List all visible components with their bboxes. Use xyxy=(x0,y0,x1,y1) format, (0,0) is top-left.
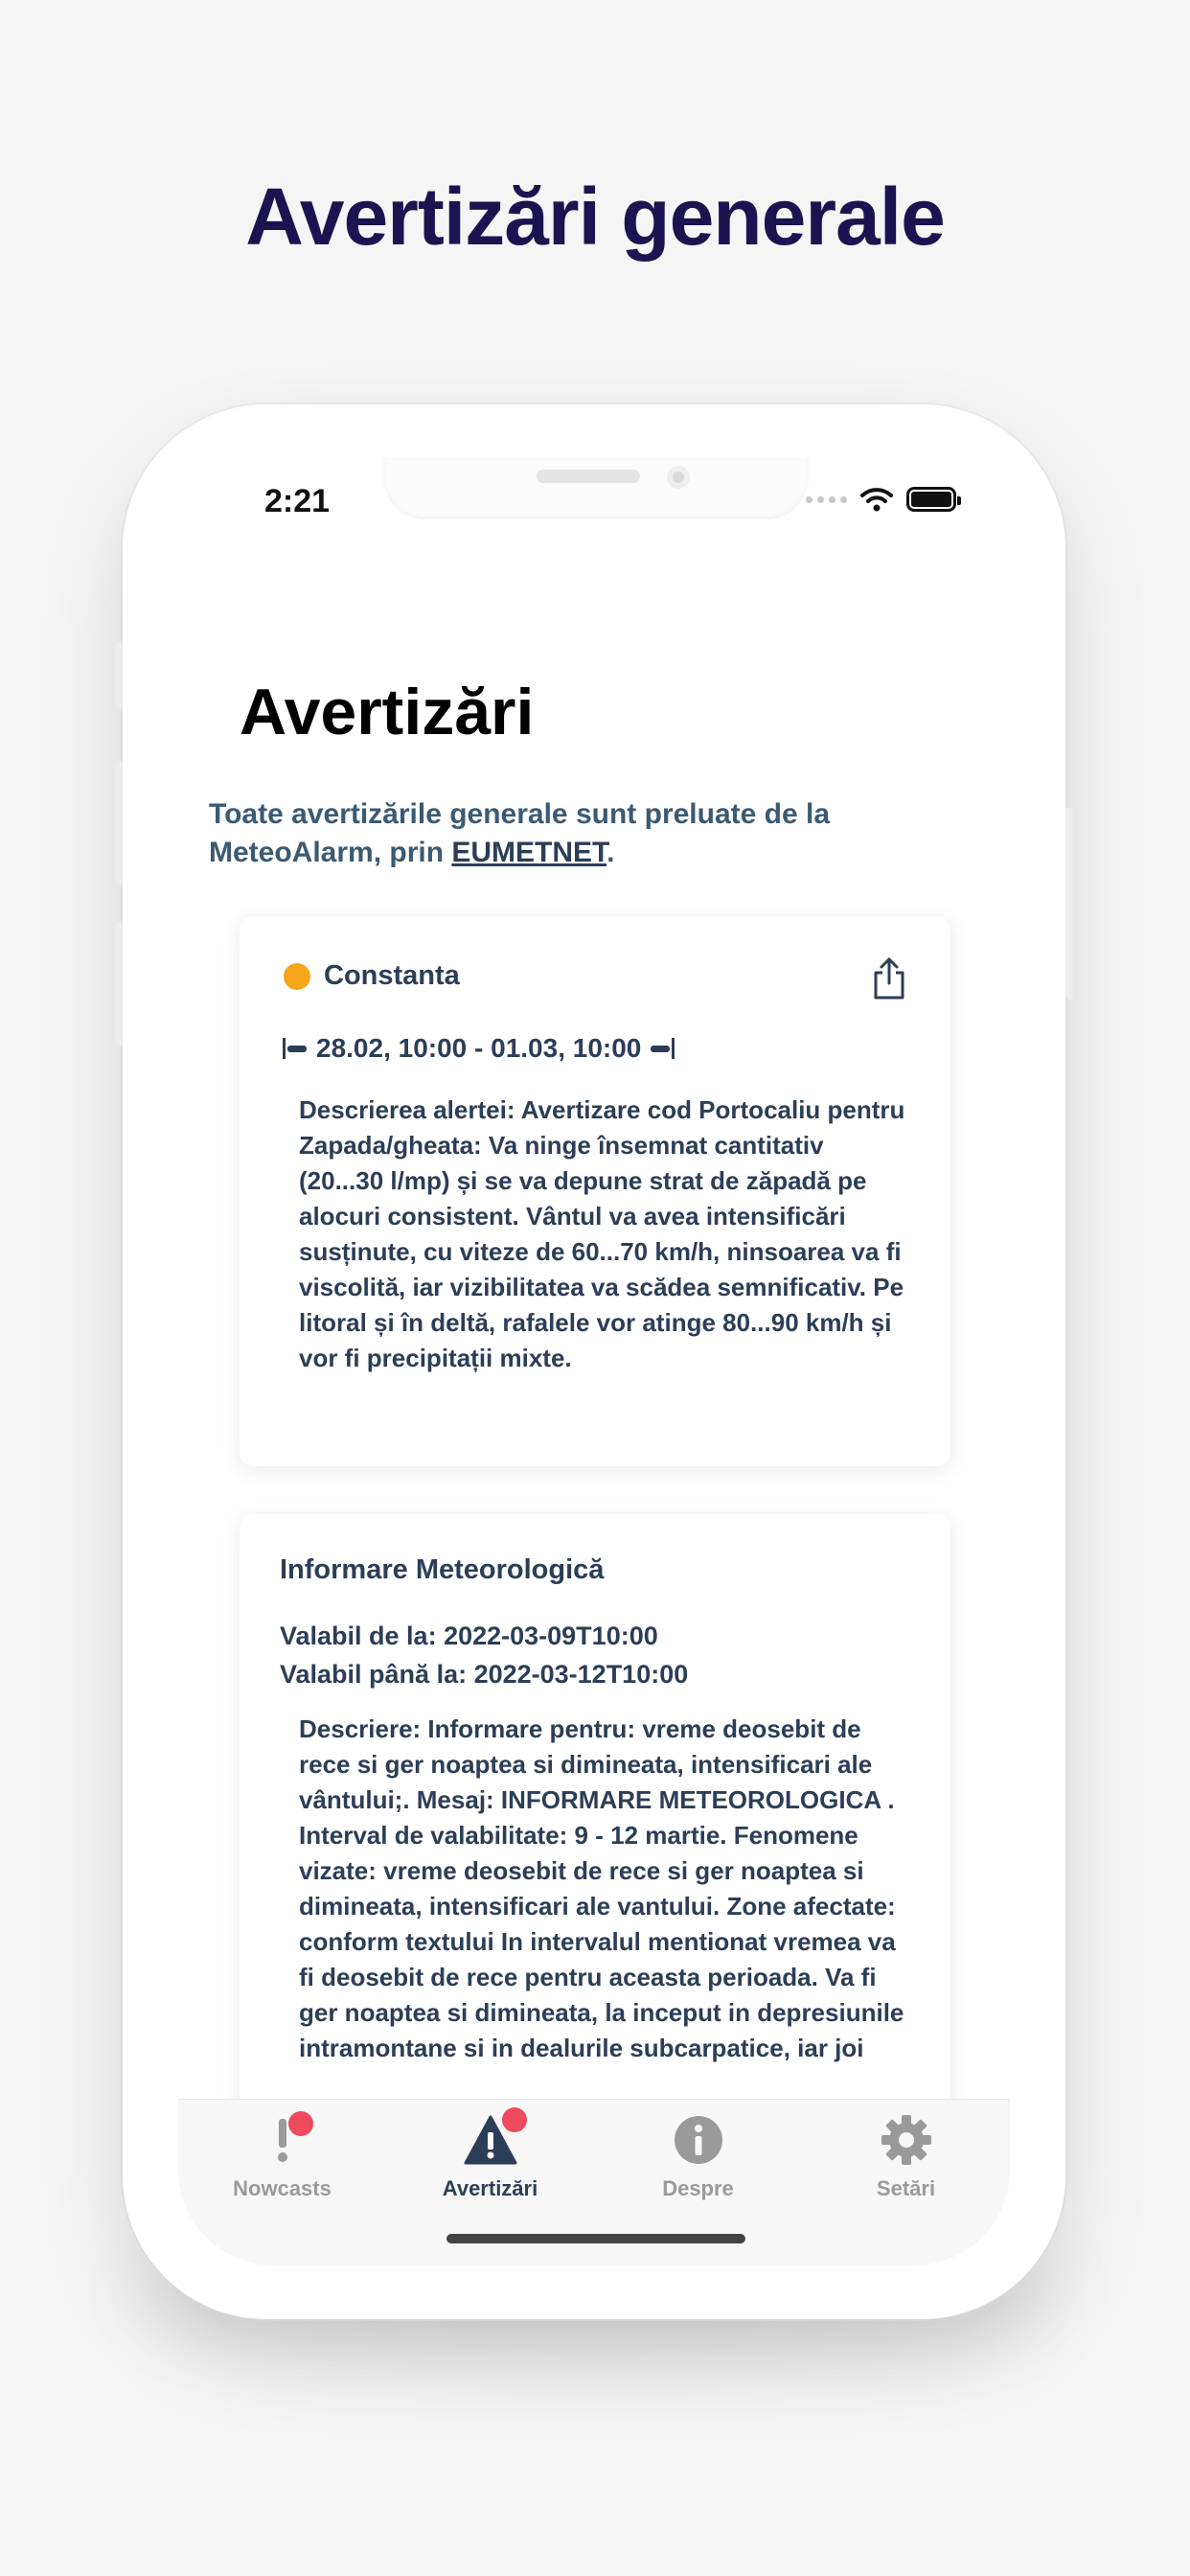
tab-label-nowcasts: Nowcasts xyxy=(233,2176,332,2200)
volume-down-button xyxy=(115,922,123,1046)
info-card[interactable] xyxy=(240,1514,950,2185)
intro-body: Toate avertizările generale sunt preluate de la MeteoAlarm, prin xyxy=(209,798,831,868)
valid-from: Valabil de la: 2022-03-09T10:00 xyxy=(280,1622,658,1650)
valid-until: Valabil până la: 2022-03-12T10:00 xyxy=(280,1660,689,1689)
eumetnet-link[interactable]: EUMETNET xyxy=(451,837,607,868)
notch xyxy=(383,458,809,519)
promo-title: Avertizări generale xyxy=(245,172,945,262)
nowcasts-badge xyxy=(288,2111,313,2136)
power-button xyxy=(1065,807,1073,999)
info-title: Informare Meteorologică xyxy=(280,1554,605,1585)
alert-region: Constanta xyxy=(324,960,460,991)
range-end-icon xyxy=(649,1036,675,1061)
home-indicator xyxy=(446,2234,745,2243)
info-description: Descriere: Informare pentru: vreme deosebit de rece si ger noaptea si dimineata, intensificari ale vântului;. Mesaj: INFORMARE METEOROLOGICA . Interval de valabilitate: 9 - 12 martie. Fenomene vizate: vreme deosebit de rece si ger noaptea si dimineata, intensificari ale vantului. Zone afectate: conform textului In intervalul mentionat vremea va fi deosebit de rece pentru aceasta perioada. Va fi ger noaptea si dimineata, la inceput in depresiunile intramontane si in dealurile subcarpatice, iar joi xyxy=(299,1714,904,2062)
alert-range xyxy=(282,1033,675,1064)
tab-bar xyxy=(178,2099,1010,2266)
tab-label-despre: Despre xyxy=(662,2176,734,2200)
share-icon[interactable] xyxy=(870,956,908,1000)
wifi-icon xyxy=(860,487,893,512)
signal-icon xyxy=(806,496,847,503)
mute-switch xyxy=(115,642,123,709)
tab-nowcasts[interactable] xyxy=(178,2113,386,2201)
alert-card[interactable] xyxy=(240,916,950,1466)
tab-label-avertizari: Avertizări xyxy=(442,2176,538,2200)
tab-avertizari[interactable] xyxy=(386,2113,594,2201)
speaker xyxy=(537,470,640,483)
battery-icon xyxy=(906,487,956,512)
phone-frame xyxy=(123,404,1065,2319)
alert-card-header xyxy=(284,960,460,992)
status-time: 2:21 xyxy=(264,483,331,519)
intro-end: . xyxy=(606,837,615,868)
gear-icon xyxy=(880,2113,933,2167)
alert-range-text: 28.02, 10:00 - 01.03, 10:00 xyxy=(316,1033,642,1063)
tab-despre[interactable] xyxy=(594,2113,802,2201)
tab-setari[interactable] xyxy=(802,2113,1010,2201)
volume-up-button xyxy=(115,761,123,886)
screen xyxy=(178,458,1010,2266)
range-start-icon xyxy=(282,1036,309,1061)
status-icons xyxy=(806,487,956,512)
camera xyxy=(667,466,690,489)
intro-text xyxy=(209,795,937,872)
info-icon xyxy=(672,2113,725,2167)
alert-level-dot xyxy=(284,963,310,990)
tab-label-setari: Setări xyxy=(876,2176,936,2200)
page-title: Avertizări xyxy=(240,676,535,748)
exclamation-icon xyxy=(256,2113,309,2167)
alert-description: Descrierea alertei: Avertizare cod Portocaliu pentru Zapada/gheata: Va ninge însemnat cantitativ (20...30 l/mp) și se va depune strat de zăpadă pe alocuri consistent. Vântul va avea intensificări susținute, cu viteze de 60...70 km/h, ninsoarea va fi viscolită, iar vizibilitatea va scădea semnificativ. Pe litoral și în deltă, rafalele vor atinge 80...90 km/h și vor fi precipitații mixte. xyxy=(299,1095,905,1372)
warning-triangle-icon xyxy=(464,2113,517,2167)
avertizari-badge xyxy=(502,2107,527,2132)
